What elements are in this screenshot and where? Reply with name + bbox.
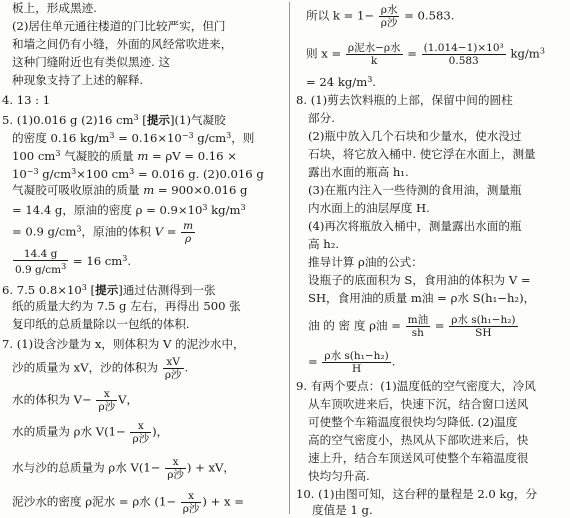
text-line: = $\frac{\text{ρ水 s(h₁−h₂)}}{H}$ . [308, 350, 396, 375]
answer-10: 10. (1)由图可知，这台秤的量程是 2.0 kg，分 [296, 487, 538, 501]
text-line: 石块，将它放入桶中. 使它浮在水面上，测量 [308, 147, 536, 161]
text-line: 设瓶子的底面积为 S，食用油的体积为 V = [308, 273, 531, 287]
text-line: 泥沙水的密度 ρ泥水 = ρ水 (1− $\frac{x}{\text{ρ沙}}$ ) + x = [12, 490, 244, 515]
hint-label: 提示 [95, 283, 119, 297]
fraction: $\frac{14.4 g}{0.9 g/cm^3}$ [15, 248, 67, 276]
text-line: (2)居住单元通往楼道的门比较严实，但门 [12, 19, 226, 33]
text-line: SH，食用油的质量 m油 = ρ水 S(h₁−h₂)， [308, 291, 536, 305]
text-line: 这种门缝附近也有类似黑迹. 这 [12, 55, 171, 69]
text-line: 可使整个车箱温度很快均匀降低. (2)温度 [308, 415, 518, 429]
text-line: 内水面上的油层厚度 H. [308, 201, 430, 215]
fraction: $\frac{\text{ρ泥水−ρ水}}{k}$ [347, 42, 401, 67]
text-line: 复印纸的总质量除以一包纸的体积. [12, 317, 190, 331]
right-column [296, 0, 568, 516]
fraction: $\frac{m}{\rho}$ [183, 220, 194, 245]
text-line: (3)在瓶内注入一些待测的食用油，测量瓶 [308, 183, 522, 197]
fraction: $\frac{\text{(1.014−1)×10³}}{0.583}$ [423, 42, 504, 67]
text-line: 高的空气密度小，热风从下部吹进来后，快 [308, 433, 529, 447]
text-line: 所以 k = 1− $\frac{\text{ρ水}}{\text{ρ沙}}$ = 0.583. [306, 4, 455, 29]
text-line: 速上升，结合车顶送风可使整个车箱温度很 [308, 451, 529, 465]
text-line: 露出水面的瓶高 h₁. [308, 165, 409, 179]
text-line: = 14.4 g，原油的密度 $\rho = 0.9\times 10^3$ $kg/m^3$ [12, 203, 246, 217]
text-line: $\frac{14.4 g}{0.9 g/cm^3}$ = 16 $cm^3$. [15, 248, 132, 276]
text-line: $10^{-3}$ $g/cm^3\times 100$ $cm^3 = 0.016$ g. (2)0.016 g [12, 167, 264, 181]
text-line: 气凝胶可吸收原油的质量 m = 900×0.016 g [12, 183, 248, 197]
answer-9: 9. 有两个要点：(1)温度低的空气密度大，冷风 [296, 379, 536, 393]
text-line: 从车顶吹进来后，快速下沉，结合窗口送风 [308, 397, 529, 411]
fraction: $\frac{x}{\text{ρ沙}}$ [98, 388, 116, 413]
left-column [2, 0, 285, 516]
answer-5: 5. (1)0.016 g (2)16 $cm^3$ [提示](1)气凝胶 [2, 113, 226, 127]
text-line: 部分. [308, 111, 335, 125]
answer-8: 8. (1)剪去饮料瓶的上部，保留中间的圆柱 [296, 93, 513, 107]
text-line: 度值是 1 g. [312, 503, 373, 517]
text-line: 水的体积为 V− $\frac{x}{\text{ρ沙}}$ V， [12, 388, 139, 413]
text-line: 则 x = $\frac{\text{ρ泥水−ρ水}}{k}$ = $\frac{\text{(1.014−1)×10³}}{0.583}$ $kg/m^3$ [306, 42, 545, 67]
text-line: 水与沙的总质量为 ρ水 V(1− $\frac{x}{\text{ρ沙}}$ ) + xV， [12, 456, 236, 481]
answer-4: 4. 13 : 1 [2, 93, 51, 107]
fraction: $\frac{x}{\text{ρ沙}}$ [182, 490, 200, 515]
text-line: 油 的 密 度 ρ油 = $\frac{\text{m油}}{sh}$ = $\frac{\text{ρ水 s(h₁−h₂)}}{SH}$ [308, 314, 516, 339]
fraction: $\frac{\text{ρ水 s(h₁−h₂)}}{SH}$ [451, 314, 516, 339]
text-line: 和墙之间仍有小缝，外面的风经常吹进来， [12, 37, 233, 51]
fraction: $\frac{\text{ρ水}}{\text{ρ沙}}$ [380, 4, 398, 29]
text-line: (2)瓶中放入几个石块和少量水，使水没过 [308, 129, 522, 143]
fraction: $\frac{x}{\text{ρ沙}}$ [167, 456, 184, 481]
answer-6: 6. 7.5 $0.8\times 10^3$ [提示]通过估测得到一张 [2, 283, 216, 297]
text-line: (4)再次将瓶放入桶中，测量露出水面的瓶 [308, 219, 522, 233]
column-divider [289, 2, 290, 514]
text-line: = 24 $kg/m^3$. [306, 75, 376, 89]
text-line: 沙的质量为 xV，沙的体积为 $\frac{xV}{\text{ρ沙}}$ . [12, 356, 189, 381]
text-line: 水的质量为 ρ水 V(1− $\frac{x}{\text{ρ沙}}$ )， [12, 420, 169, 445]
text-line: 高 h₂. [308, 237, 340, 251]
fraction: $\frac{xV}{\text{ρ沙}}$ [164, 356, 182, 381]
answer-7: 7. (1)设含沙量为 x，则体积为 V 的泥沙水中， [2, 337, 245, 351]
fraction: $\frac{x}{\text{ρ沙}}$ [132, 420, 150, 445]
text-line: 纸的质量大约为 7.5 g 左右，再得出 500 张 [12, 299, 241, 313]
text-line: 的密度 0.16 $kg/m^3 = 0.16\times 10^{-3}$ $g/cm^3$，则 [12, 131, 255, 145]
text-line: 板上，形成黑迹. [12, 1, 97, 15]
text-line: 快均匀升高. [308, 469, 370, 483]
text-line: 100 $cm^3$ 气凝胶的质量 m = ρV = 0.16 × [12, 149, 237, 163]
hint-label: 提示 [146, 113, 171, 127]
text-line: 种现象支持了上述的解释. [12, 73, 144, 87]
text-line: 推导计算 ρ油的公式： [308, 255, 423, 269]
fraction: $\frac{\text{ρ水 s(h₁−h₂)}}{H}$ [324, 350, 389, 375]
fraction: $\frac{\text{m油}}{sh}$ [407, 314, 429, 339]
text-line: = 0.9 $g/cm^3$，原油的体积 V = $\frac{m}{\rho}$ [12, 220, 194, 245]
